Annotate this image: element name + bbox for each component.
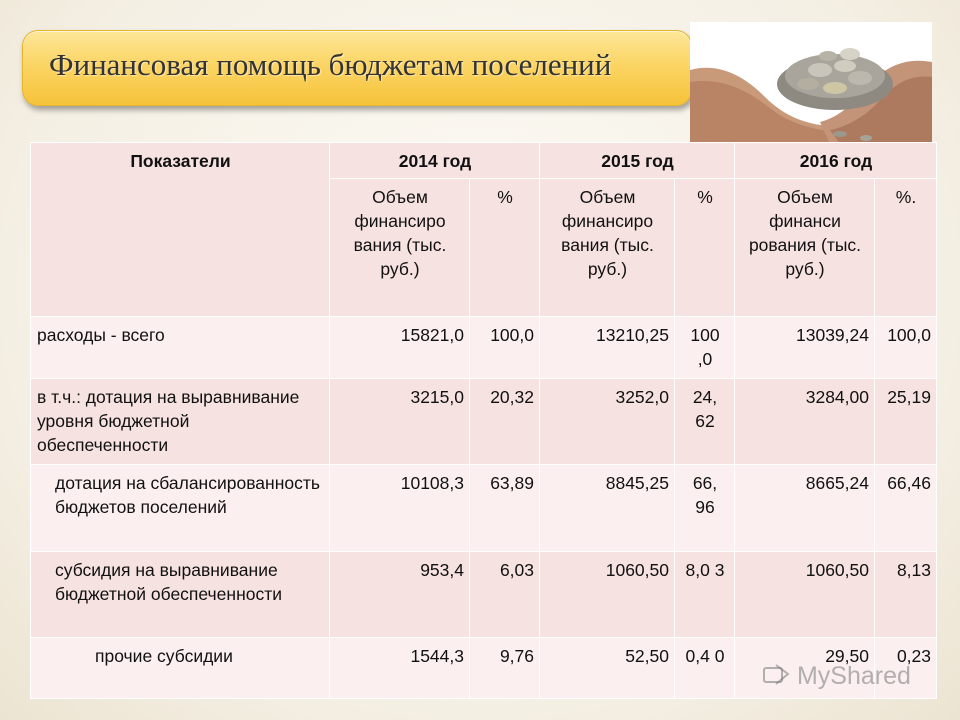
cell-value: 20,32 [470,379,540,465]
cell-value: 1060,50 [735,552,875,638]
year-2016-header: 2016 год [735,143,937,179]
cell-value: 100 ,0 [675,317,735,379]
volume-2014-header: Объем финансиро вания (тыс. руб.) [330,179,470,317]
cell-value: 8845,25 [540,465,675,552]
cell-value: 10108,3 [330,465,470,552]
cell-value: 100,0 [875,317,937,379]
table-row [31,552,937,638]
row-label: в т.ч.: дотация на выравнивание уровня бюджетной обеспеченности [31,379,330,465]
cell-value: 63,89 [470,465,540,552]
cell-value: 13210,25 [540,317,675,379]
row-label: дотация на сбалансированность бюджетов поселений [31,465,330,552]
percent-2016-header: %. [875,179,937,317]
cell-value: 66,46 [875,465,937,552]
percent-2015-header: % [675,179,735,317]
cell-value: 66, 96 [675,465,735,552]
cell-value: 953,4 [330,552,470,638]
row-label: расходы - всего [31,317,330,379]
cell-value: 13039,24 [735,317,875,379]
cell-value: 8665,24 [735,465,875,552]
table-row [31,379,937,465]
cell-value: 3284,00 [735,379,875,465]
row-label: прочие субсидии [31,638,330,699]
volume-2016-header: Объем финанси рования (тыс. руб.) [735,179,875,317]
cell-value: 8,13 [875,552,937,638]
cell-value: 0,4 0 [675,638,735,699]
cell-value: 1060,50 [540,552,675,638]
cell-value: 3252,0 [540,379,675,465]
cell-value: 9,76 [470,638,540,699]
cell-value: 15821,0 [330,317,470,379]
title-banner [22,30,692,106]
row-label: субсидия на выравнивание бюджетной обеспеченности [31,552,330,638]
cell-value: 1544,3 [330,638,470,699]
volume-2015-header: Объем финансиро вания (тыс. руб.) [540,179,675,317]
cell-value: 3215,0 [330,379,470,465]
watermark-text: MyShared [796,662,911,690]
year-2014-header: 2014 год [330,143,540,179]
percent-2014-header: % [470,179,540,317]
year-2015-header: 2015 год [540,143,735,179]
cell-value: 8,0 3 [675,552,735,638]
page-title: Финансовая помощь бюджетам поселений [49,47,612,82]
indicators-header: Показатели [31,143,330,317]
table-header-row [31,143,937,179]
cell-value: 29,50 [735,638,875,699]
cell-value: 52,50 [540,638,675,699]
coins-in-hands-photo [690,22,932,144]
financial-aid-table [30,142,937,699]
cell-value: 0,23 [875,638,937,699]
cell-value: 24, 62 [675,379,735,465]
myshared-logo-icon [762,662,790,688]
cell-value: 6,03 [470,552,540,638]
cell-value: 25,19 [875,379,937,465]
table-row [31,317,937,379]
cell-value: 100,0 [470,317,540,379]
watermark [762,662,911,691]
table-row [31,465,937,552]
